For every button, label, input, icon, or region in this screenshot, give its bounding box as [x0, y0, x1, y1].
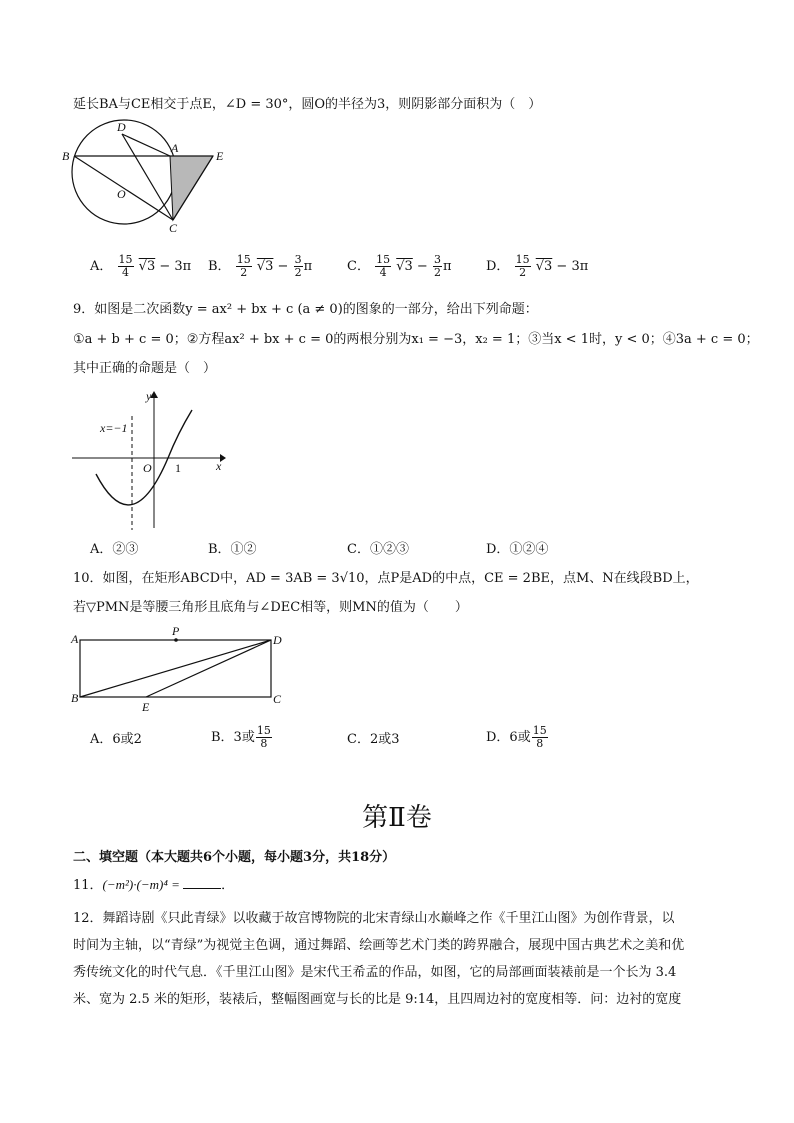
label-e: E [142, 700, 150, 714]
q12-paragraph [73, 905, 723, 1013]
label-origin: O [143, 461, 152, 475]
q8-circle-figure [60, 118, 230, 238]
label-a: A [71, 632, 79, 646]
q9-option-c[interactable]: C．①②③ [347, 542, 409, 557]
label-b: B [71, 691, 79, 705]
q10-question: 若▽PMN是等腰三角形且底角与∠DEC相等，则MN的值为（ ） [73, 600, 468, 615]
q10-option-b[interactable]: B．3或 $\frac{15}{8}$ [211, 724, 271, 750]
q8-stem: 延长BA与CE相交于点E，∠D = 30°，圆O的半径为3，则阴影部分面积为（ ） [73, 97, 542, 112]
q12-line-2: 时间为主轴，以“青绿”为视觉主色调，通过舞蹈、绘画等艺术门类的跨界融合，展现中国古典艺术之美和优 [73, 938, 685, 953]
label-x: x [216, 459, 222, 473]
q9-stem: 9．如图是二次函数y = ax² + bx + c (a ≠ 0)的图象的一部分，给出下列命题： [73, 302, 538, 317]
q8-option-c[interactable]: C． $\frac{15}{4}$ √3 − $\frac{3}{2}$ π [347, 253, 452, 279]
q9-option-d[interactable]: D．①②④ [486, 542, 549, 557]
q10-option-a[interactable]: A．6或2 [90, 732, 142, 747]
q9-option-a[interactable]: A．②③ [90, 542, 139, 557]
q10-option-c[interactable]: C．2或3 [347, 732, 400, 747]
label-y: y [146, 389, 152, 403]
q11-answer-blank[interactable] [183, 876, 221, 889]
label-d: D [273, 633, 282, 647]
q12-line-1: 12．舞蹈诗剧《只此青绿》以收藏于故宫博物院的北宋青绿山水巅峰之作《千里江山图》为创作背景，以 [73, 911, 675, 926]
label-e: E [216, 149, 224, 163]
label-symmetry: x=−1 [100, 421, 128, 435]
q8-option-b[interactable]: B． $\frac{15}{2}$ √3 − $\frac{3}{2}$ π [208, 253, 313, 279]
segment-ed [146, 640, 271, 697]
label-p: P [172, 624, 180, 638]
label-c: C [273, 692, 282, 706]
q12-line-3: 秀传统文化的时代气息．《千里江山图》是宋代王希孟的作品，如图，它的局部画面装裱前是一个长为 3.4 [73, 965, 677, 980]
label-b: B [62, 149, 70, 163]
label-one: 1 [175, 461, 181, 475]
q9-question: 其中正确的命题是（ ） [73, 361, 217, 376]
q11: 11．(−m²)·(−m)⁴ = ． [73, 877, 235, 893]
section-heading: 二、填空题（本大题共6个小题，每小题3分，共18分） [73, 850, 396, 865]
q10-stem: 10．如图，在矩形ABCD中，AD = 3AB = 3√10，点P是AD的中点，CE = 2BE，点M、N在线段BD上， [73, 571, 699, 586]
q9-propositions: ①a + b + c = 0；②方程ax² + bx + c = 0的两根分别为x₁ = −3，x₂ = 1；③当x < 1时，y < 0；④3a + c = 0； [73, 332, 759, 347]
point-p [174, 638, 178, 642]
q8-option-a[interactable]: A． $\frac{15}{4}$ √3 − 3π [90, 253, 192, 279]
circle-o [72, 120, 176, 224]
q9-parabola-figure [68, 388, 238, 533]
q10-rectangle-figure [68, 624, 298, 716]
segment-dc [122, 134, 173, 220]
q12-line-4: 米、宽为 2.5 米的矩形，装裱后，整幅图画宽与长的比是 9:14，且四周边衬的宽度相等．问：边衬的宽度 [73, 992, 682, 1007]
part-title: 第Ⅱ卷 [362, 803, 432, 833]
label-o: O [117, 187, 126, 201]
label-d: D [117, 120, 126, 134]
label-a: A [171, 141, 179, 155]
q8-option-d[interactable]: D． $\frac{15}{2}$ √3 − 3π [486, 253, 589, 279]
q9-option-b[interactable]: B．①② [208, 542, 257, 557]
label-c: C [169, 221, 178, 235]
segment-bd [80, 640, 271, 697]
q10-option-d[interactable]: D．6或 $\frac{15}{8}$ [486, 724, 547, 750]
